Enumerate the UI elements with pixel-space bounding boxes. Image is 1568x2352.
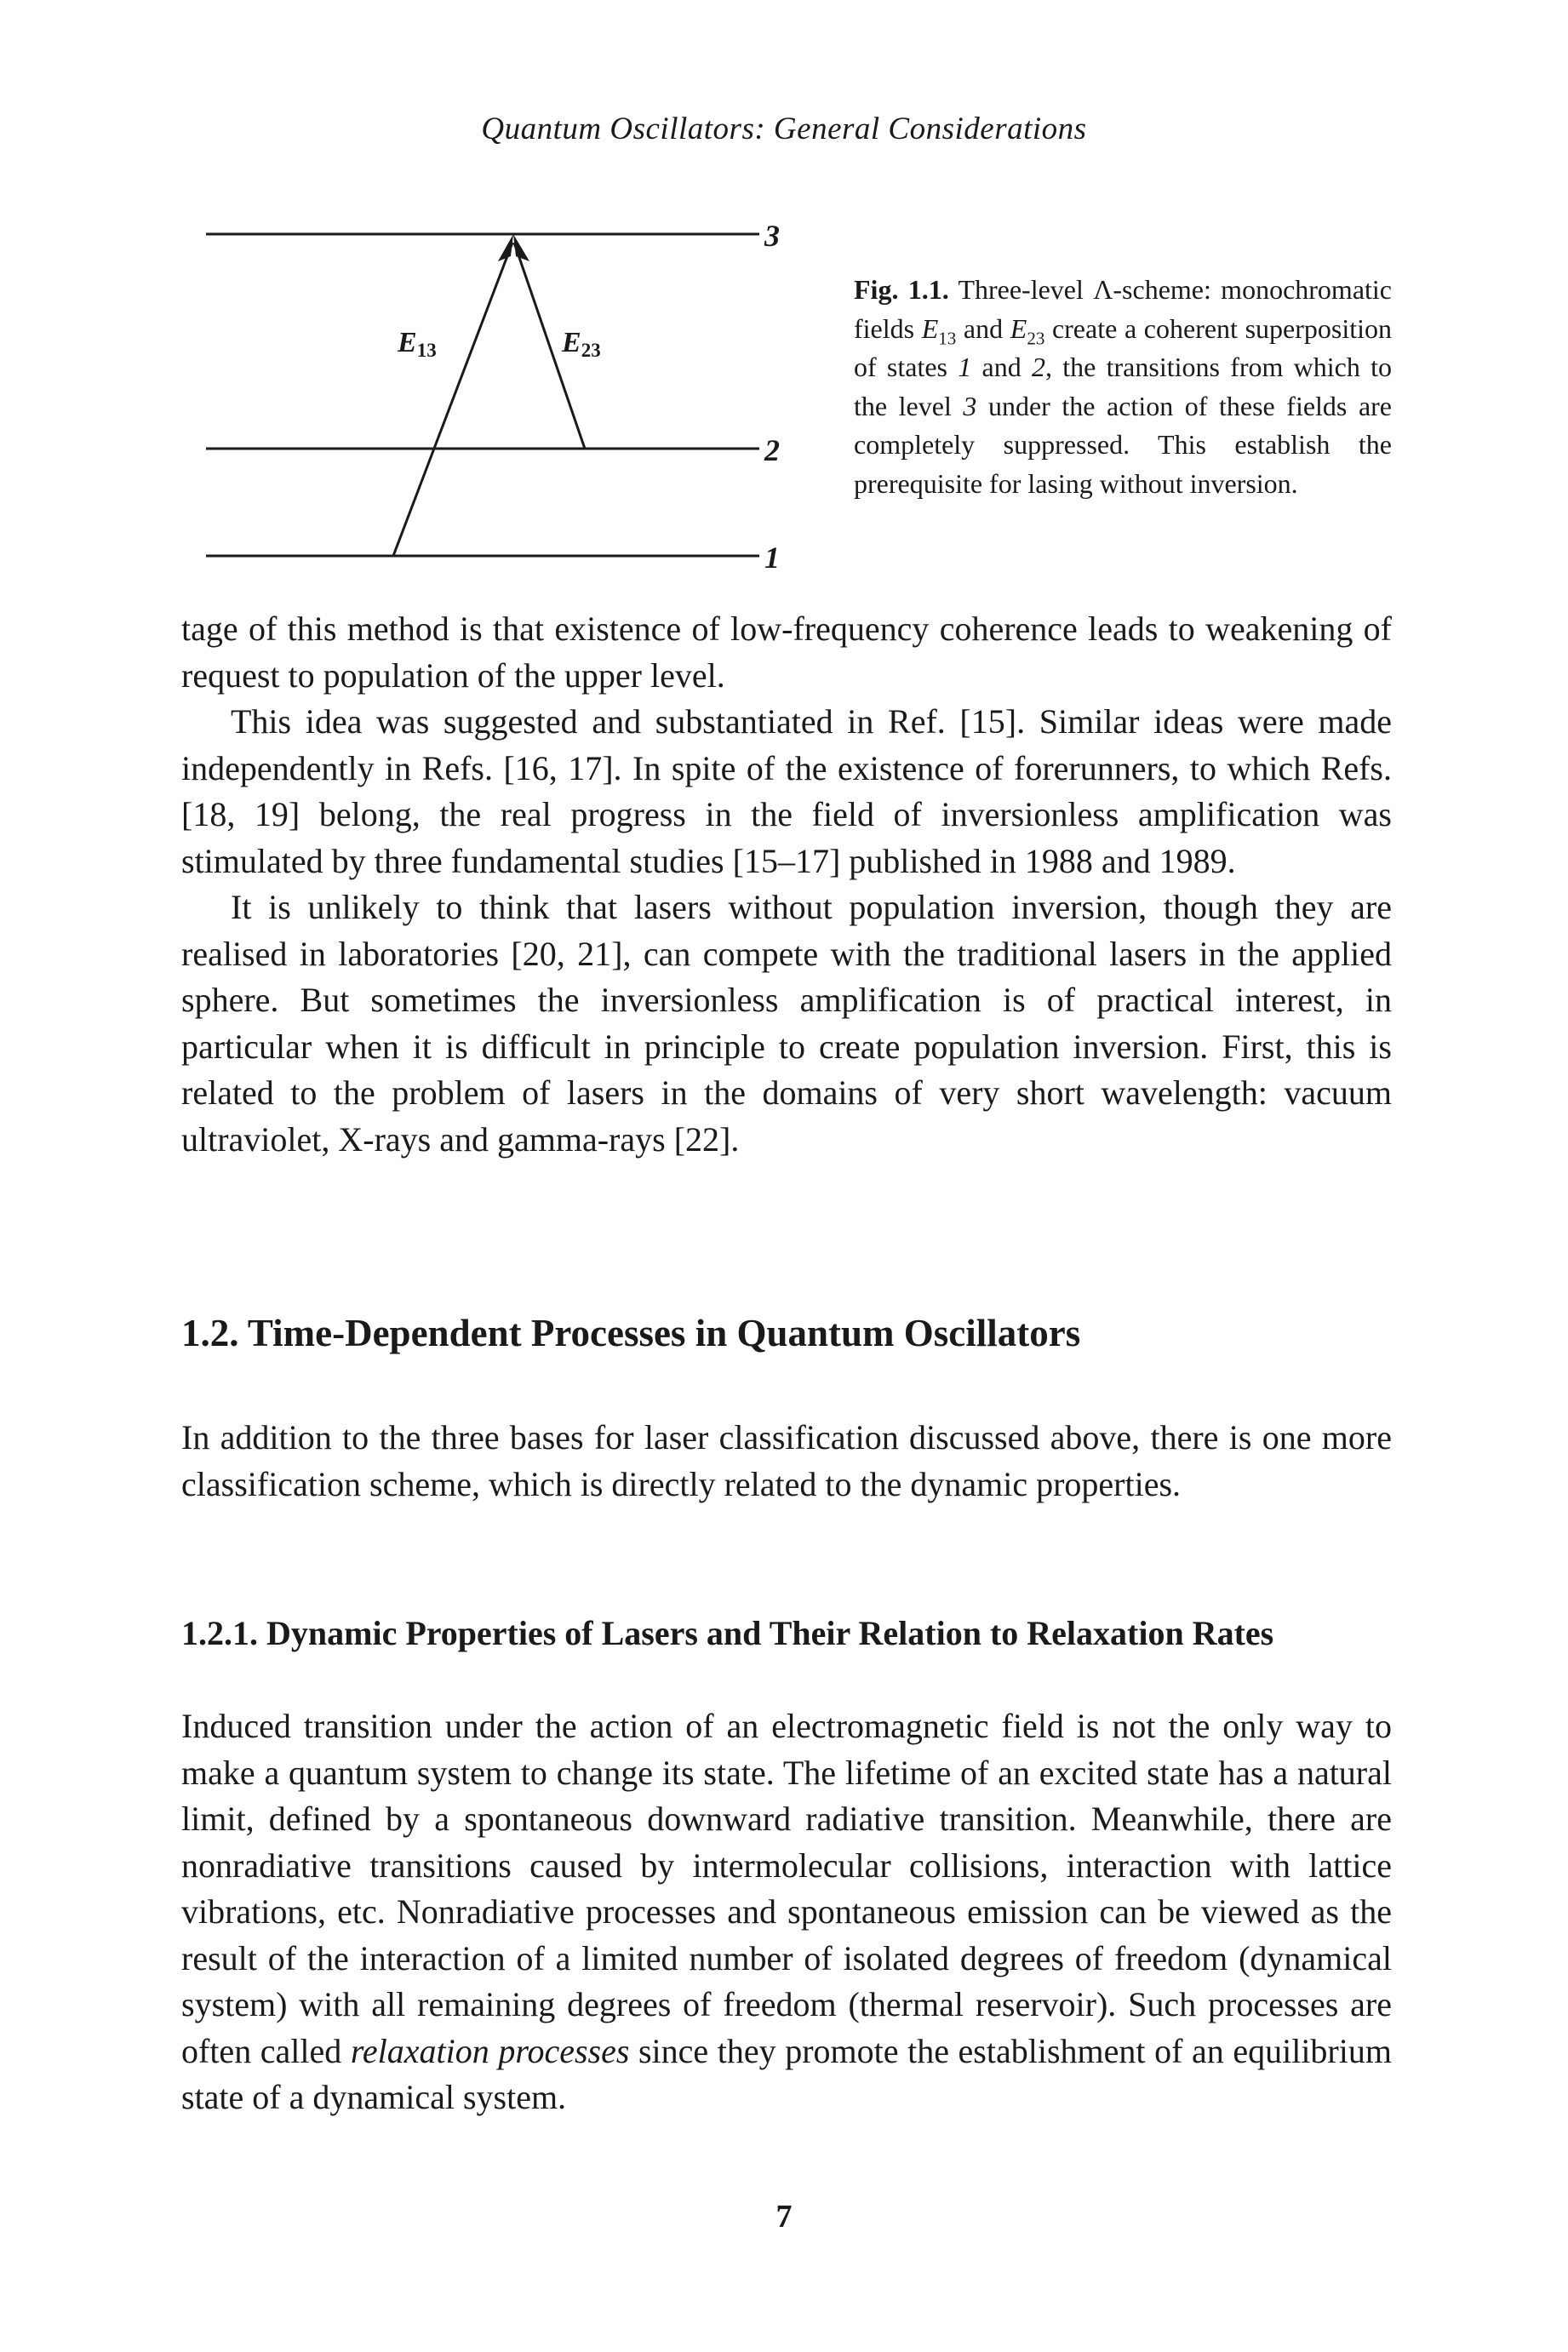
subsection-text-block — [181, 1703, 1392, 2121]
level-2-label: 2 — [764, 433, 780, 467]
caption-e23-letter: E — [1010, 312, 1027, 344]
running-head: Quantum Oscillators: General Considerations — [481, 112, 1087, 146]
caption-text: Three-level Λ-scheme: monochromatic fields — [854, 274, 1393, 344]
energy-level-diagram — [197, 217, 844, 575]
level-3-label: 3 — [764, 219, 780, 253]
paragraph-text: since they promote the establishment of an equilibrium state of a dynamical system. — [181, 2031, 1392, 2116]
figure-number: Fig. 1.1. — [854, 274, 949, 305]
lambda-scheme-svg — [197, 217, 844, 575]
transition-e13-arrowhead — [498, 234, 513, 261]
caption-text: under the action of these fields are completely suppressed. This establish the prerequisite for lasing without inversion. — [854, 390, 1393, 499]
caption-state-3: 3 — [963, 390, 977, 421]
section-text-block — [181, 1415, 1392, 1508]
figure-caption — [854, 271, 1392, 503]
field-e23-label: E23 — [562, 327, 601, 361]
paragraph-continuation: tage of this method is that existence of low-frequency coherence leads to weakening of request to population of the upper level. — [181, 609, 1392, 695]
transition-e23-arrowhead — [513, 234, 529, 261]
paragraph-history: This idea was suggested and substantiated in Ref. [15]. Similar ideas were made independently in Refs. [16, 17]. In spite of the existence of forerunners, to which Refs. [18, 19] belong, the real progress in the field of inversionless amplification was stimulated by three fundamental studies [15–17] published in 1988 and 1989. — [181, 702, 1392, 880]
paragraph-classification: In addition to the three bases for laser classification discussed above, there is one more classification scheme, which is directly related to the dynamic properties. — [181, 1418, 1392, 1503]
intro-text-block — [181, 606, 1392, 1163]
caption-e23-sub: 23 — [1027, 327, 1045, 348]
level-1-label: 1 — [764, 541, 780, 575]
paragraph-applications: It is unlikely to think that lasers without population inversion, though they are realised in laboratories [20, 21], can compete with the traditional lasers in the applied sphere. But sometimes the inversionless amplification is of practical interest, in particular when it is difficult in principle to create population inversion. First, this is related to the problem of lasers in the domains of very short wavelength: vacuum ultraviolet, X-rays and gamma-rays [22]. — [181, 888, 1392, 1159]
section-heading: 1.2. Time-Dependent Processes in Quantum Oscillators — [181, 1312, 1081, 1354]
transition-e13-line — [393, 243, 512, 556]
emphasis-relaxation-processes: relaxation processes — [350, 2031, 630, 2070]
caption-text: , the transitions from which to the level — [854, 352, 1393, 421]
page-number: 7 — [775, 2199, 793, 2235]
caption-text: create a coherent superposition of states — [854, 312, 1393, 382]
paragraph-text: Induced transition under the action of an electromagnetic field is not the only way to make a quantum system to change its state. The lifetime of an excited state has a natural limit, defined by a spontaneous downward radiative transition. Meanwhile, there are nonradiative transitions caused by intermolecular collisions, interaction with lattice vibrations, etc. Nonradiative processes and spontaneous emission can be viewed as the result of the interaction of a limited number of isolated degrees of freedom (dynamical system) with all remaining degrees of freedom (thermal reservoir). Such processes are often called — [181, 1707, 1392, 2070]
caption-e13-sub: 13 — [938, 327, 957, 348]
caption-state-2: 2 — [1032, 352, 1046, 382]
field-e13-label: E13 — [398, 327, 437, 361]
caption-e13-letter: E — [921, 312, 939, 344]
paragraph-relaxation — [181, 1703, 1392, 2121]
caption-text: and — [971, 352, 1033, 382]
caption-state-1: 1 — [958, 352, 972, 382]
caption-text: and — [956, 312, 1010, 344]
subsection-heading: 1.2.1. Dynamic Properties of Lasers and Their Relation to Relaxation Rates — [181, 1614, 1274, 1652]
